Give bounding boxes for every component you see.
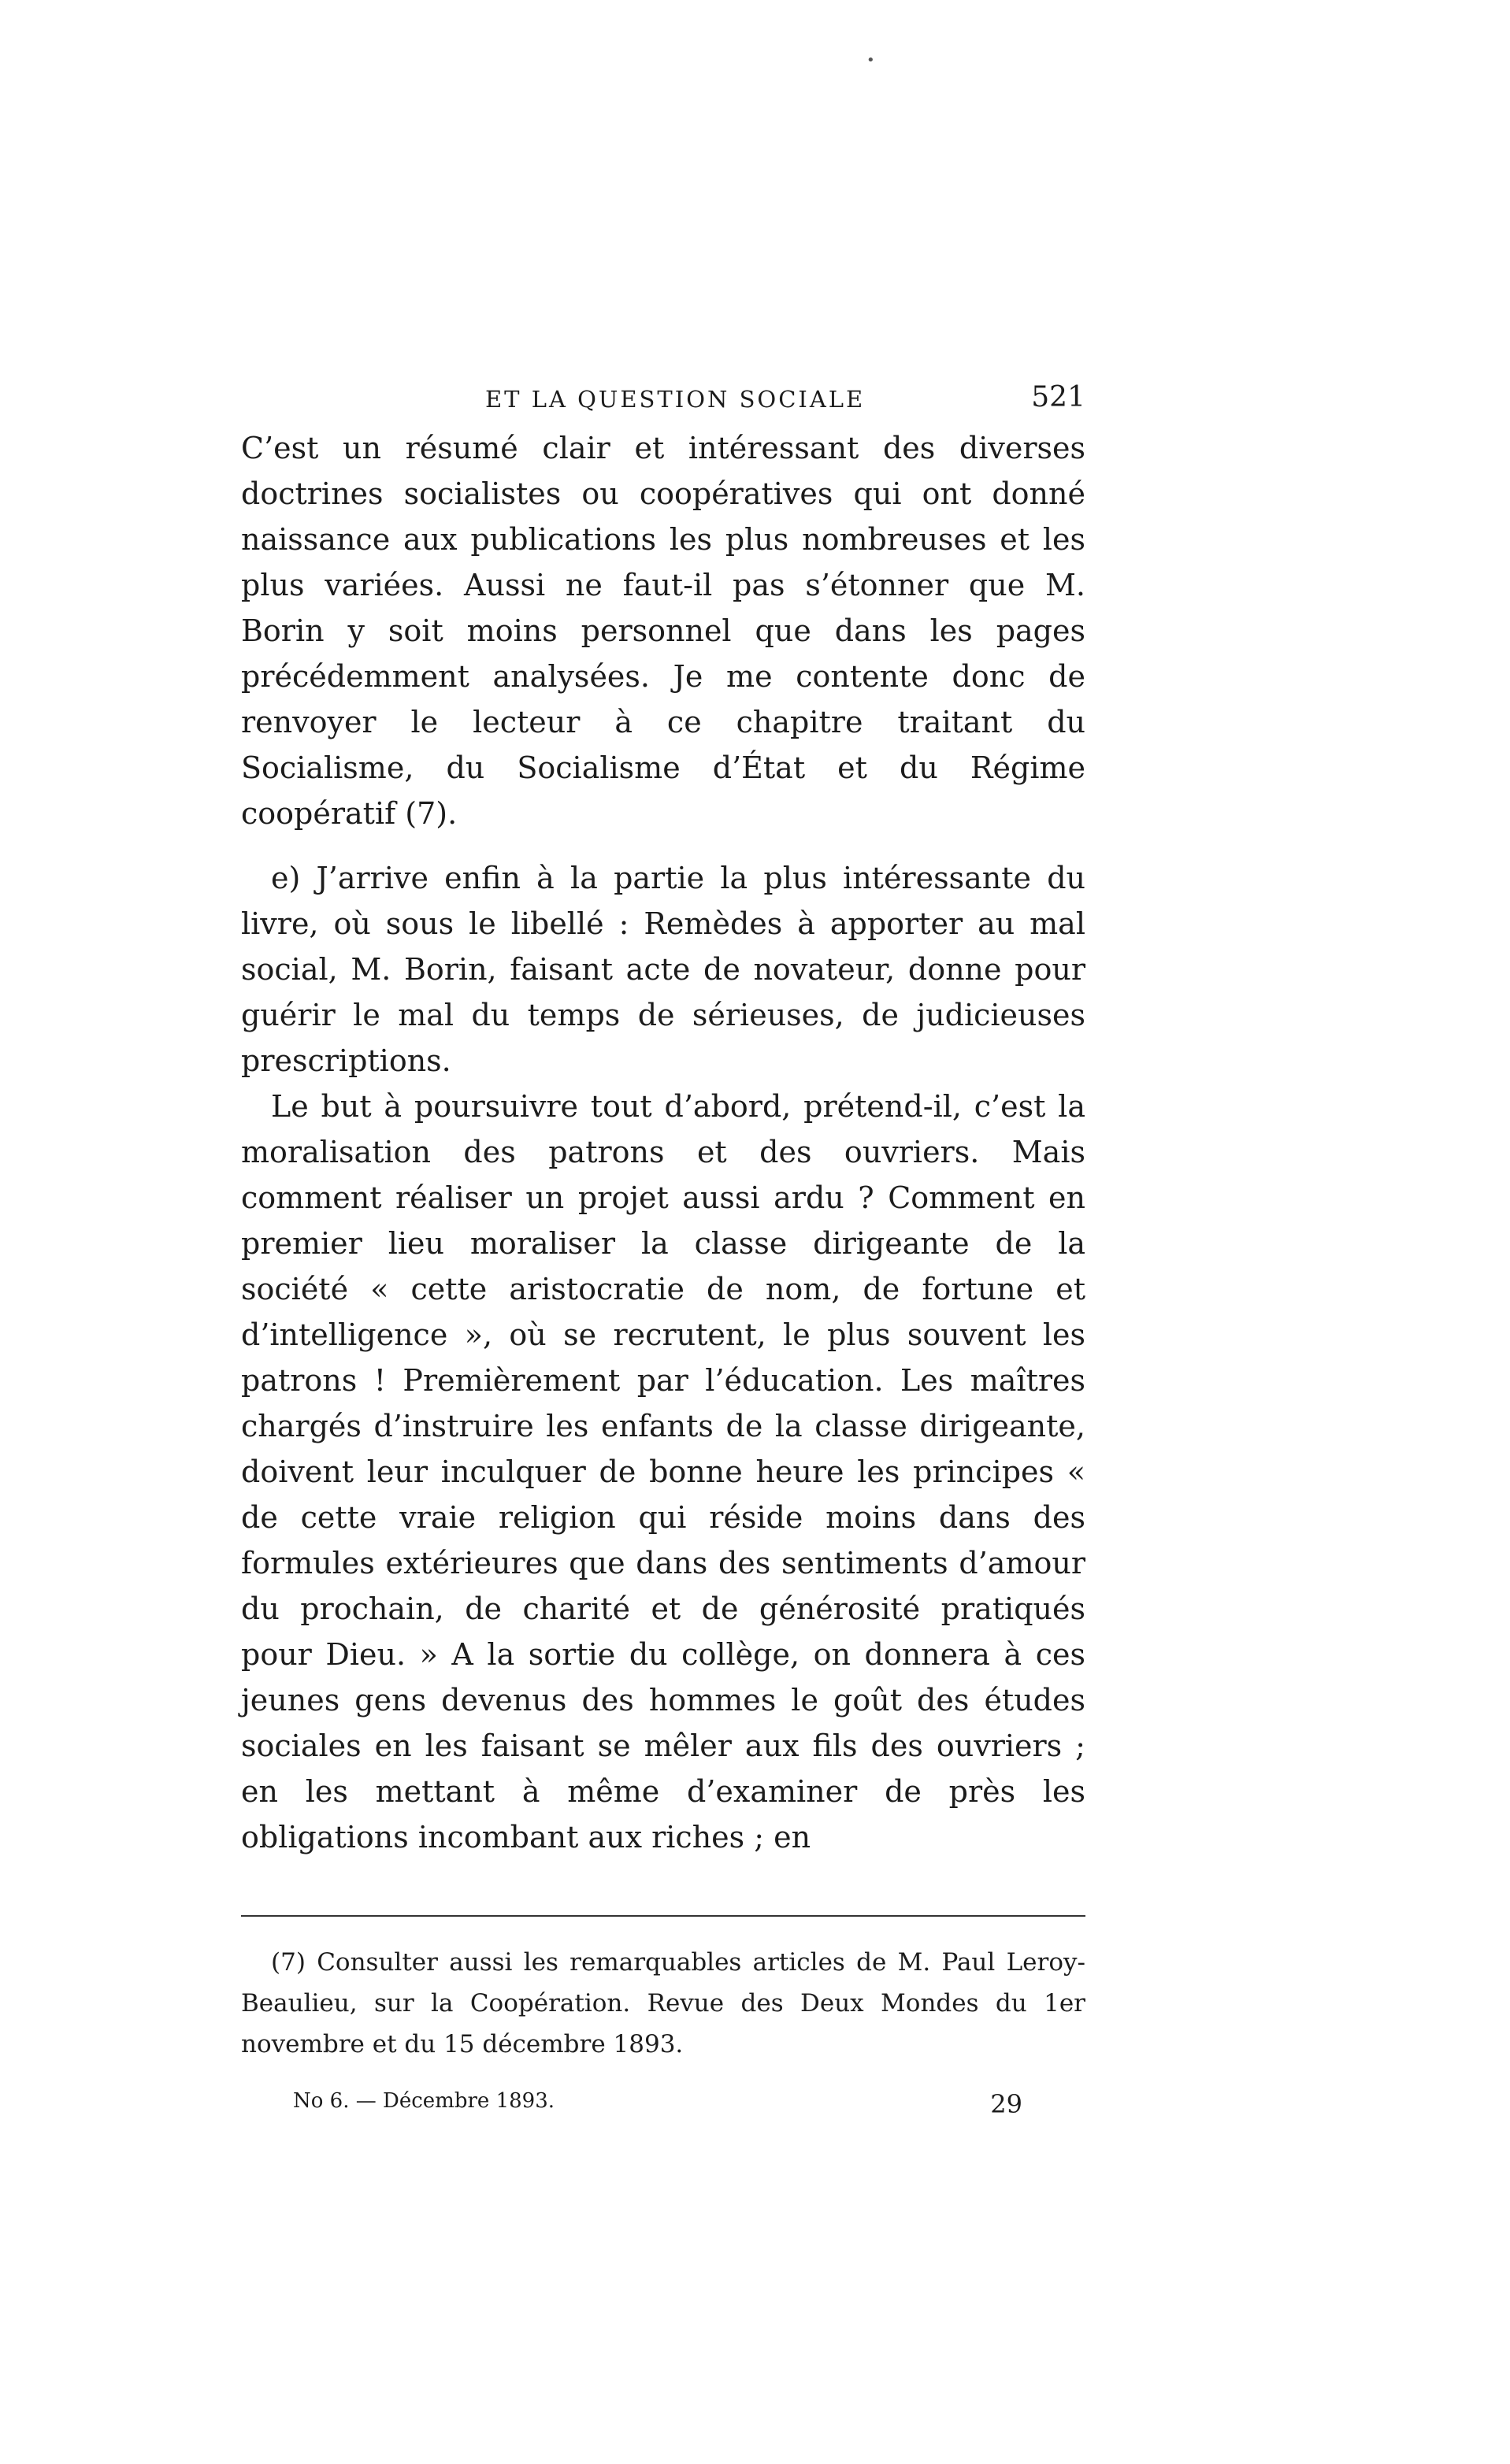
signature-mark: 29 [990, 2089, 1022, 2119]
page-header [241, 370, 1085, 425]
page-number: 521 [1031, 381, 1085, 413]
paragraph: e) J’arrive enfin à la partie la plus intéressante du livre, où sous le libellé : Remèdes à apporter au mal social, M. Borin, faisant acte de novateur, donne pour guérir le mal du temps de sérieuses, de judicieuses prescriptions. [241, 861, 1085, 1078]
issue-line: No 6. — Décembre 1893. [293, 2089, 555, 2113]
book-page [241, 370, 1085, 2136]
running-title: ET LA QUESTION SOCIALE [485, 386, 866, 413]
footnote: (7) Consulter aussi les remarquables articles de M. Paul Leroy-Beaulieu, sur la Coopération. Revue des Deux Mondes du 1er novembre et du 15 décembre 1893. [241, 1948, 1085, 2058]
top-ink-mark: • [866, 52, 875, 69]
paragraph: Le but à poursuivre tout d’abord, prétend-il, c’est la moralisation des patrons et des ouvriers. Mais comment réaliser un projet aussi ardu ? Comment en premier lieu moraliser la classe dirigeante de la société « cette aristocratie de nom, de fortune et d’intelligence », où se recrutent, le plus souvent les patrons ! Premièrement par l’éducation. Les maîtres chargés d’instruire les enfants de la classe dirigeante, doivent leur inculquer de bonne heure les principes « de cette vraie religion qui réside moins dans des formules extérieures que dans des sentiments d’amour du prochain, de charité et de générosité pratiqués pour Dieu. » A la sortie du collège, on donnera à ces jeunes gens devenus des hommes le goût des études sociales en les faisant se mêler aux fils des ouvriers ; en les mettant à même d’examiner de près les obligations incombant aux riches ; en [241, 1089, 1085, 1854]
body-text [241, 425, 1085, 1860]
paragraph: C’est un résumé clair et intéressant des diverses doctrines socialistes ou coopératives qui ont donné naissance aux publications les plus nombreuses et les plus variées. Aussi ne faut-il pas s’étonner que M. Borin y soit moins personnel que dans les pages précédemment analysées. Je me contente donc de renvoyer le lecteur à ce chapitre traitant du Socialisme, du Socialisme d’État et du Régime coopératif (7). [241, 431, 1085, 831]
footnote-rule [241, 1915, 1085, 1917]
page-footer [241, 2089, 1085, 2136]
